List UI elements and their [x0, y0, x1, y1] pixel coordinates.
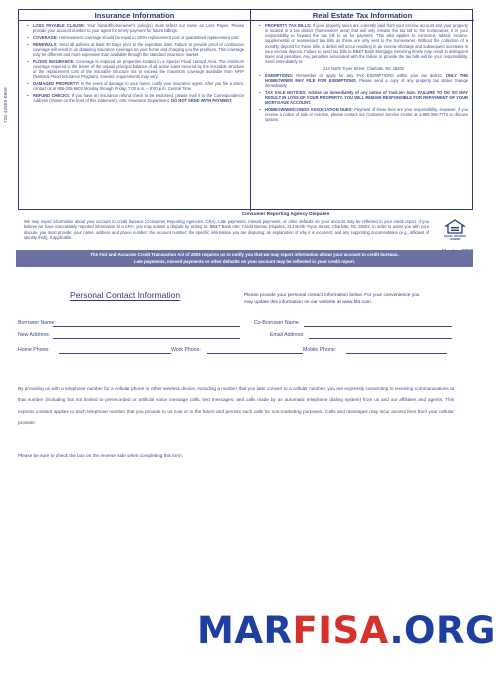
tax-address: 214 North Tryon Street, Charlotte, NC 28202: [322, 65, 404, 71]
mobile-phone-label: Mobile Phone:: [303, 347, 337, 353]
item-heading: RENEWALS:: [33, 41, 58, 47]
item-emphasis: DO NOT SEND WITH PAYMENT.: [171, 98, 233, 104]
email-address-field[interactable]: [309, 338, 452, 339]
item-heading: HOMEOWNER/CONDO ASSOCIATION DUES:: [265, 106, 353, 112]
tax-item: [259, 90, 468, 105]
item-text: If your property taxes are currently paid from your escrow account and your property is located in a tax district (homeowner area) that will only release the tax bill to the homeowner, it is your responsibility to forward the tax bill to us for payment. This also applies to corrected, added, income, supplemental or reassessed tax bills as these are only sent to the homeowner. Without the collection of a monthly deposit for these bills, a deficit will occur resulting in an escrow shortage and subsequent increases in your escrow deposit. Failure to send tax bills to BB&T Bank Mortgage Servicing timely may result in delinquent taxes and penalties. Any penalties associated with the failure to provide the tax bills will be your responsibility. Send immediately to:: [265, 23, 469, 65]
home-phone-field[interactable]: [59, 353, 171, 354]
checkbox-reminder: Please be sure to check the box on the reverse side when completing this form.: [18, 453, 183, 458]
ehl-line-2: LENDER: [449, 238, 461, 241]
item-heading: TAX SALE NOTICES:: [265, 89, 307, 95]
fact-act-banner: [16, 250, 473, 267]
telephone-consent-text: By providing us with a telephone number for a cellular phone or other wireless device, including a number that you later convert to a cellular number, you are expressly consenting to receiving communications at that number (including but not limited to prerecorded or artificial voice message calls, text messages, and calls made by an automatic telephone dialing system) from us and our affiliates and agents. This express consent applies to each telephone number that you provide to us now or in the future and permits such calls for non-marketing purposes. Calls and messages may incur access fees from your cellular provider.: [18, 386, 454, 426]
item-emphasis: FAILURE TO DO SO MAY RESULT IN LOSS OF YOUR PROPERTY. YOU WILL REMAIN RESPONSIBLE FOR REPAYMENT OF YOUR MORTGAGE ACCOUNT.: [265, 89, 468, 106]
item-text: Your hazard/homeowner's policy(s) must reflect our name as Loss Payee. Please provide your account number to your agent for timely payment for future billings.: [33, 23, 244, 34]
item-text: Advise us immediately of any notice of Tax/Lien Sale.: [308, 89, 416, 95]
banner-line-1: The Fair and Accurate Credit Transaction Act of 2003 requires us to notify you that we may report information about your account to credit bureaus.: [90, 252, 399, 257]
insurance-title: Insurance Information: [19, 10, 250, 21]
insurance-item: [27, 42, 244, 57]
item-heading: LOSS PAYABLE CLAUSE:: [33, 23, 86, 28]
item-heading: EXEMPTIONS:: [265, 72, 294, 78]
contact-form-note: Please provide your personal contact information below. For your convenience you may update this information on our website at www.bbt.com.: [244, 293, 420, 305]
item-heading: PROPERTY TAX BILLS:: [265, 23, 312, 28]
marfisa-watermark-logo: [197, 609, 496, 652]
logo-part-org: .ORG: [389, 609, 496, 652]
logo-part-mar: MAR: [197, 609, 293, 652]
item-text: Homeowners coverage should be equal to 100% replacement cost or guaranteed replacement cost.: [58, 35, 240, 40]
item-text: Remember to apply for any TAX EXEMPTIONS within your tax district.: [296, 72, 443, 78]
tax-item: [259, 23, 468, 64]
item-text: Payment of these fees are your responsibility. However, if you receive a notice of sale or eviction, please contact our Customer Service Center at 1-800-365-7772 to discuss options.: [265, 106, 468, 123]
tax-item: [259, 107, 468, 122]
new-address-label: New Address:: [18, 332, 51, 338]
tax-title: Real Estate Tax Information: [251, 10, 474, 21]
co-borrower-name-label: Co-Borrower Name:: [254, 320, 301, 326]
co-borrower-name-field[interactable]: [304, 326, 452, 327]
banner-line-2: Late payments, missed payments or other defaults on your account may be reflected in your credit report.: [133, 258, 356, 264]
insurance-list: [27, 23, 244, 104]
insurance-item: [27, 93, 244, 103]
insurance-column: [19, 10, 251, 211]
credit-disputes-title: Consumer Reporting Agency Disputes: [241, 212, 330, 217]
mobile-phone-field[interactable]: [346, 353, 447, 354]
contact-form-title: Personal Contact Information: [70, 290, 181, 300]
credit-disputes-section: [18, 209, 473, 239]
borrower-name-label: Borrower Name:: [18, 320, 56, 326]
new-address-field[interactable]: [53, 338, 240, 339]
item-heading: REFUND CHECKS:: [33, 93, 71, 99]
info-box: [18, 9, 473, 210]
item-text: Coverage is required on properties located in a Special Flood Hazard Area. The minimum coverage required is the lesser of the unpaid principal balance of all active loans secured by the insurable structure or the replacement cost of the insurable structure not to exceed the maximum coverage available from NFIP (National Flood Insurance Program). Investor requirements may vary.: [33, 59, 244, 80]
borrower-name-field[interactable]: [53, 326, 240, 327]
logo-part-fisa: FISA: [292, 609, 390, 652]
email-address-label: Email Address:: [270, 332, 305, 338]
work-phone-field[interactable]: [207, 353, 303, 354]
insurance-item: [27, 23, 244, 33]
home-phone-label: Home Phone:: [18, 347, 50, 353]
insurance-item: [27, 81, 244, 91]
equal-housing-lender-icon: [445, 219, 465, 241]
insurance-item: [27, 35, 244, 40]
tax-column: [251, 10, 474, 211]
item-heading: COVERAGE:: [33, 35, 58, 40]
work-phone-label: Work Phone:: [171, 347, 201, 353]
item-text: Please send a copy of any property tax status change immediately.: [265, 77, 469, 88]
item-heading: FLOOD INSURANCE:: [33, 59, 75, 64]
item-emphasis: ONLY THE HOMEOWNER MAY FILE FOR EXEMPTIONS.: [265, 72, 468, 83]
credit-disputes-text: We may report information about your account to credit bureaus (Consumer Reporting Agencies, CRA). Late payments, missed payments, or other defaults on your account may be reflected in your credit report. If you believe we have inaccurately reported information to a CRA, you may submit a dispute by writing to: BB&T Bank Attn: Credit Bureau Disputes, 214 North Tryon Street, Charlotte, NC 28202. In order to assist you with your dispute, you must provide: your name, address and phone number; the account number; the specific information you are disputing; an explanation of why it is incorrect; and any supporting documentation (e.g., affidavit of identity theft), if applicable.: [24, 219, 429, 240]
item-text: Send all policies at least 30 Days prior to the expiration date. Failure to provide proof of continuous coverage will result in us obtaining insurance coverage on your home and charging you the premium. This coverage may be different and more expensive than available through the standard insurance market.: [33, 41, 245, 58]
insurance-item: [27, 59, 244, 80]
tax-list: [259, 23, 468, 64]
item-text: In the event of damage to your home, notify your insurance agent. After you file a claim, contact us at 855-205-6603 Monday through Friday, 7:00 a.m. – 8:00 p.m. Central Time.: [33, 81, 244, 92]
ehl-line-1: EQUAL HOUSING: [444, 235, 466, 238]
tax-item: [259, 73, 468, 88]
side-form-code: 726-42855-0608: [3, 87, 8, 123]
item-text: If you have an insurance refund check to be endorsed, please mail it to the Correspondence Address (shown on the front of this statement). Attn: Insurance Department.: [33, 93, 244, 104]
item-heading: DAMAGED PROPERTY:: [33, 81, 80, 87]
